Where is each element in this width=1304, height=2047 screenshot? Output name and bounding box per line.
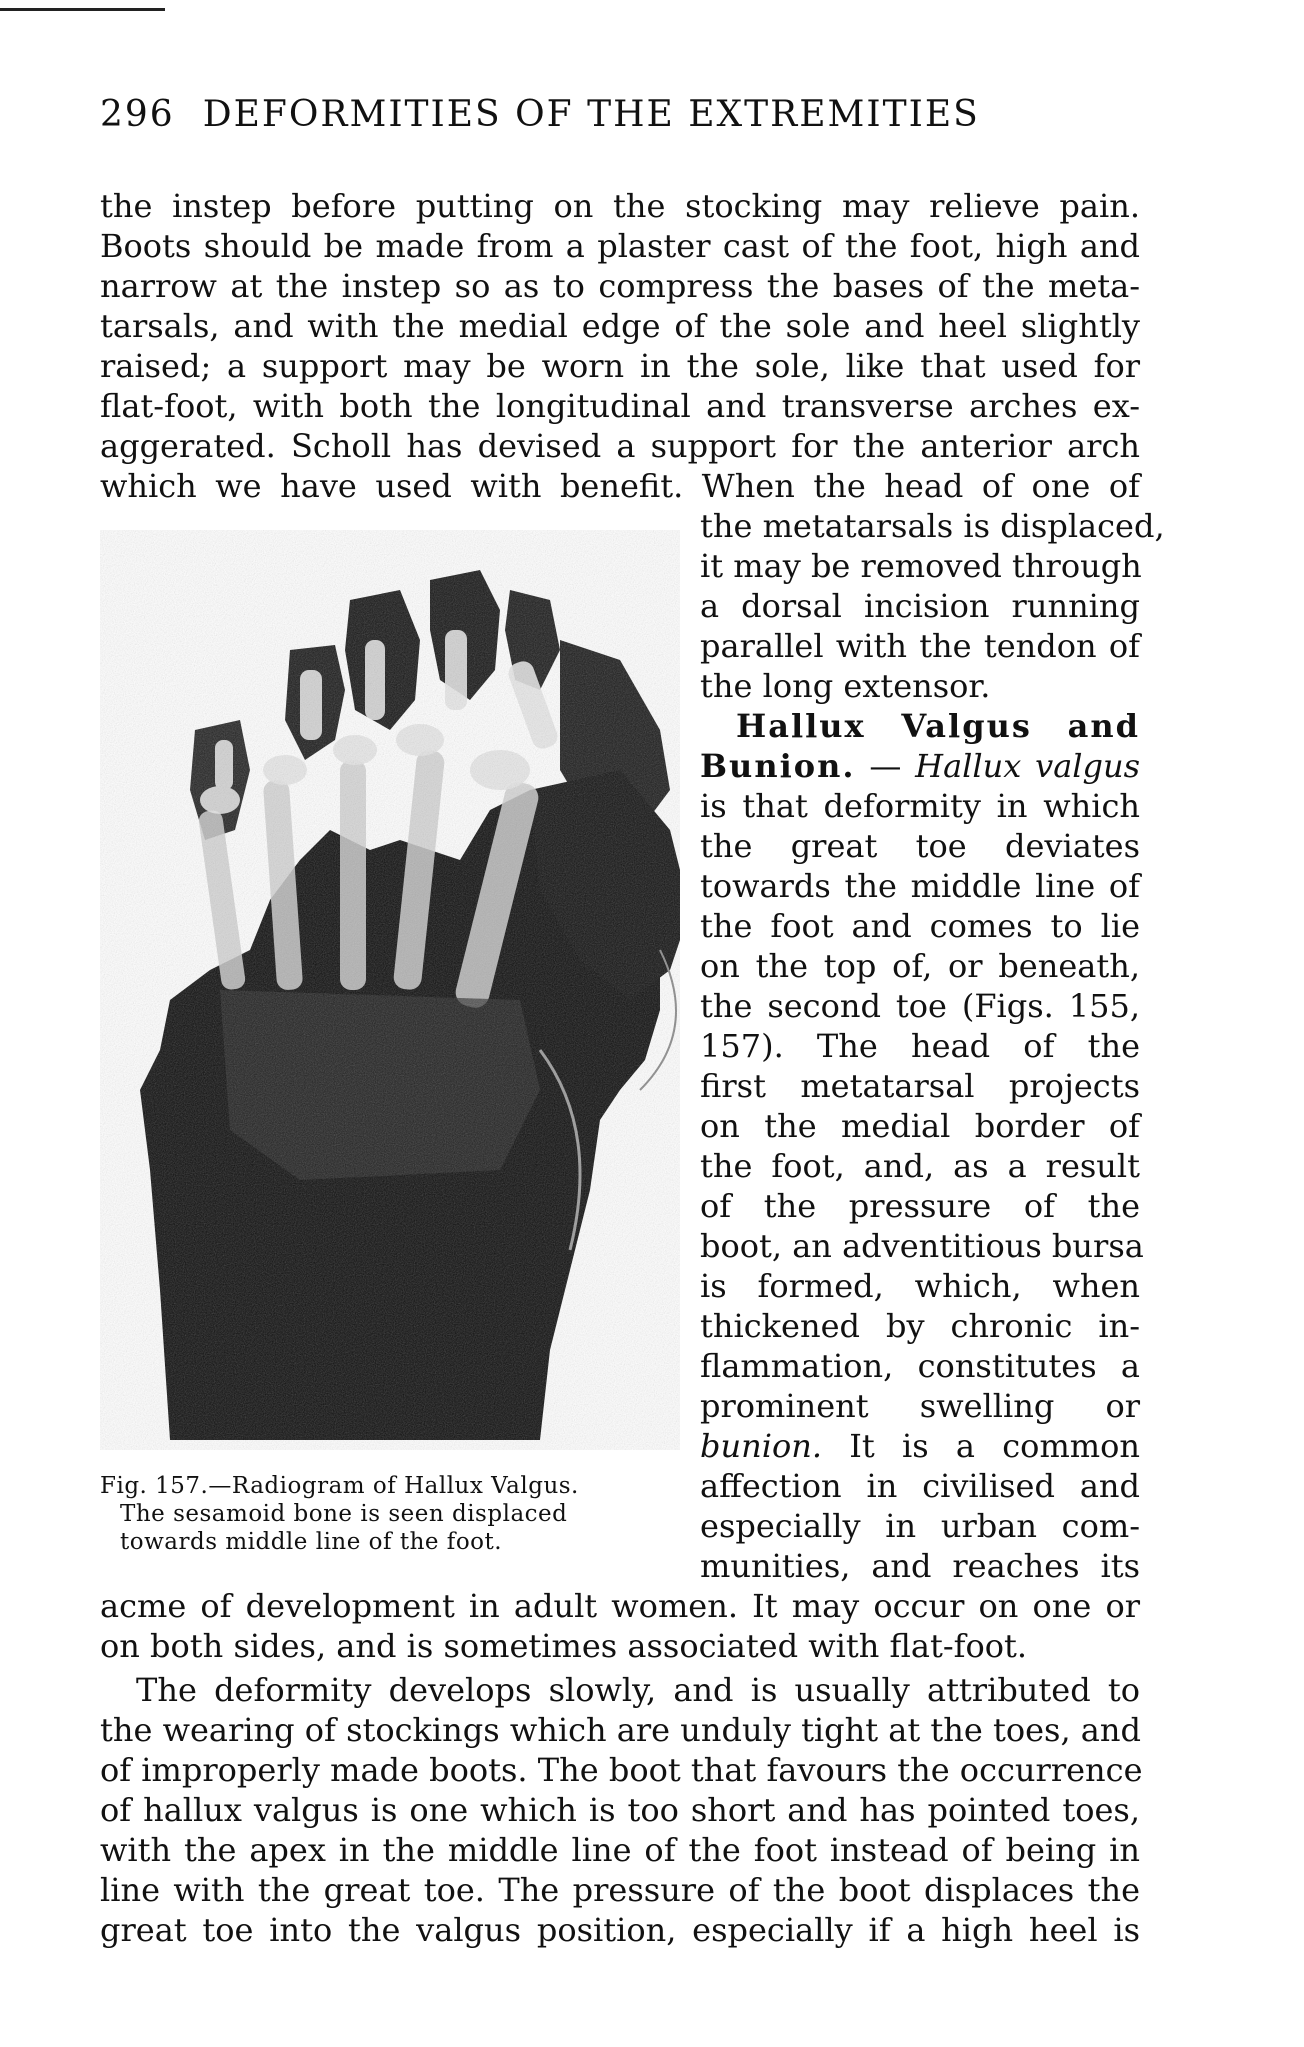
text-line: flat-foot, with both the longitudinal and transverse arches ex-: [100, 387, 1140, 425]
figure-caption-line: The sesamoid bone is seen displaced: [120, 1501, 568, 1527]
text-line: on both sides, and is sometimes associated with flat-foot.: [100, 1627, 1028, 1665]
text-line: the instep before putting on the stocking may relieve pain.: [100, 187, 1140, 225]
text-line: is formed, which, when: [700, 1267, 1140, 1305]
text-line: acme of development in adult women. It may occur on one or: [100, 1587, 1140, 1625]
text-line: is that deformity in which: [700, 787, 1140, 825]
text-line: narrow at the instep so as to compress the bases of the meta-: [100, 267, 1140, 305]
text-line: especially in urban com-: [700, 1507, 1140, 1545]
text-line: the great toe deviates: [700, 827, 1140, 865]
text-line: Boots should be made from a plaster cast of the foot, high and: [100, 227, 1140, 265]
text-line: the wearing of stockings which are unduly tight at the toes, and: [100, 1711, 1141, 1749]
section-heading: Hallux Valgus and: [736, 707, 1140, 745]
text-line: it may be removed through: [700, 547, 1142, 585]
text-line: thickened by chronic in-: [700, 1307, 1140, 1345]
section-heading-continued: [700, 746, 1140, 786]
text-line: affection in civilised and: [700, 1467, 1140, 1505]
text-line: of hallux valgus is one which is too short and has pointed toes,: [100, 1791, 1140, 1829]
top-rule: [0, 8, 165, 11]
page-header: [100, 92, 1140, 138]
term-valgus: valgus: [1035, 747, 1141, 785]
text-line: a dorsal incision running: [700, 587, 1140, 625]
text-line: first metatarsal projects: [700, 1067, 1140, 1105]
term-bunion: bunion.: [700, 1427, 822, 1465]
text-line: The deformity develops slowly, and is usually attributed to: [136, 1671, 1140, 1709]
figure-caption-line: Fig. 157.—Radiogram of Hallux Valgus.: [100, 1473, 579, 1499]
text-line: of improperly made boots. The boot that favours the occurrence: [100, 1751, 1143, 1789]
text-line: boot, an adventitious bursa: [700, 1227, 1144, 1265]
text-line: 157). The head of the: [700, 1027, 1140, 1065]
text-line: raised; a support may be worn in the sole, like that used for: [100, 347, 1140, 385]
text-fragment: It is a common: [849, 1427, 1141, 1465]
radiogram-figure: [100, 530, 680, 1450]
text-line: flammation, constitutes a: [700, 1347, 1140, 1385]
page-number: 296: [100, 94, 175, 135]
text-line: the metatarsals is displaced,: [700, 507, 1165, 545]
text-line: of the pressure of the: [700, 1187, 1140, 1225]
heading-dash: —: [855, 747, 916, 785]
text-line: on the top of, or beneath,: [700, 947, 1140, 985]
text-line: the foot, and, as a result: [700, 1147, 1140, 1185]
text-line: munities, and reaches its: [700, 1547, 1140, 1585]
text-line: [700, 1426, 1140, 1466]
text-line: the long extensor.: [700, 667, 991, 705]
foot-radiogram-image: [100, 530, 680, 1450]
text-line: which we have used with benefit. When the head of one of: [100, 467, 1140, 505]
text-line: parallel with the tendon of: [700, 627, 1140, 665]
running-title: DEFORMITIES OF THE EXTREMITIES: [202, 94, 980, 135]
text-line: line with the great toe. The pressure of the boot displaces the: [100, 1871, 1140, 1909]
figure-caption-line: towards middle line of the foot.: [120, 1529, 503, 1555]
text-line: with the apex in the middle line of the foot instead of being in: [100, 1831, 1140, 1869]
text-line: towards the middle line of: [700, 867, 1140, 905]
term-hallux: Hallux: [915, 747, 1022, 785]
text-line: on the medial border of: [700, 1107, 1140, 1145]
text-line: great toe into the valgus position, especially if a high heel is: [100, 1911, 1140, 1949]
text-line: tarsals, and with the medial edge of the sole and heel slightly: [100, 307, 1140, 345]
text-line: the second toe (Figs. 155,: [700, 987, 1140, 1025]
text-line: the foot and comes to lie: [700, 907, 1140, 945]
text-line: prominent swelling or: [700, 1387, 1140, 1425]
heading-bunion: Bunion.: [700, 747, 856, 785]
text-line: aggerated. Scholl has devised a support for the anterior arch: [100, 427, 1140, 465]
